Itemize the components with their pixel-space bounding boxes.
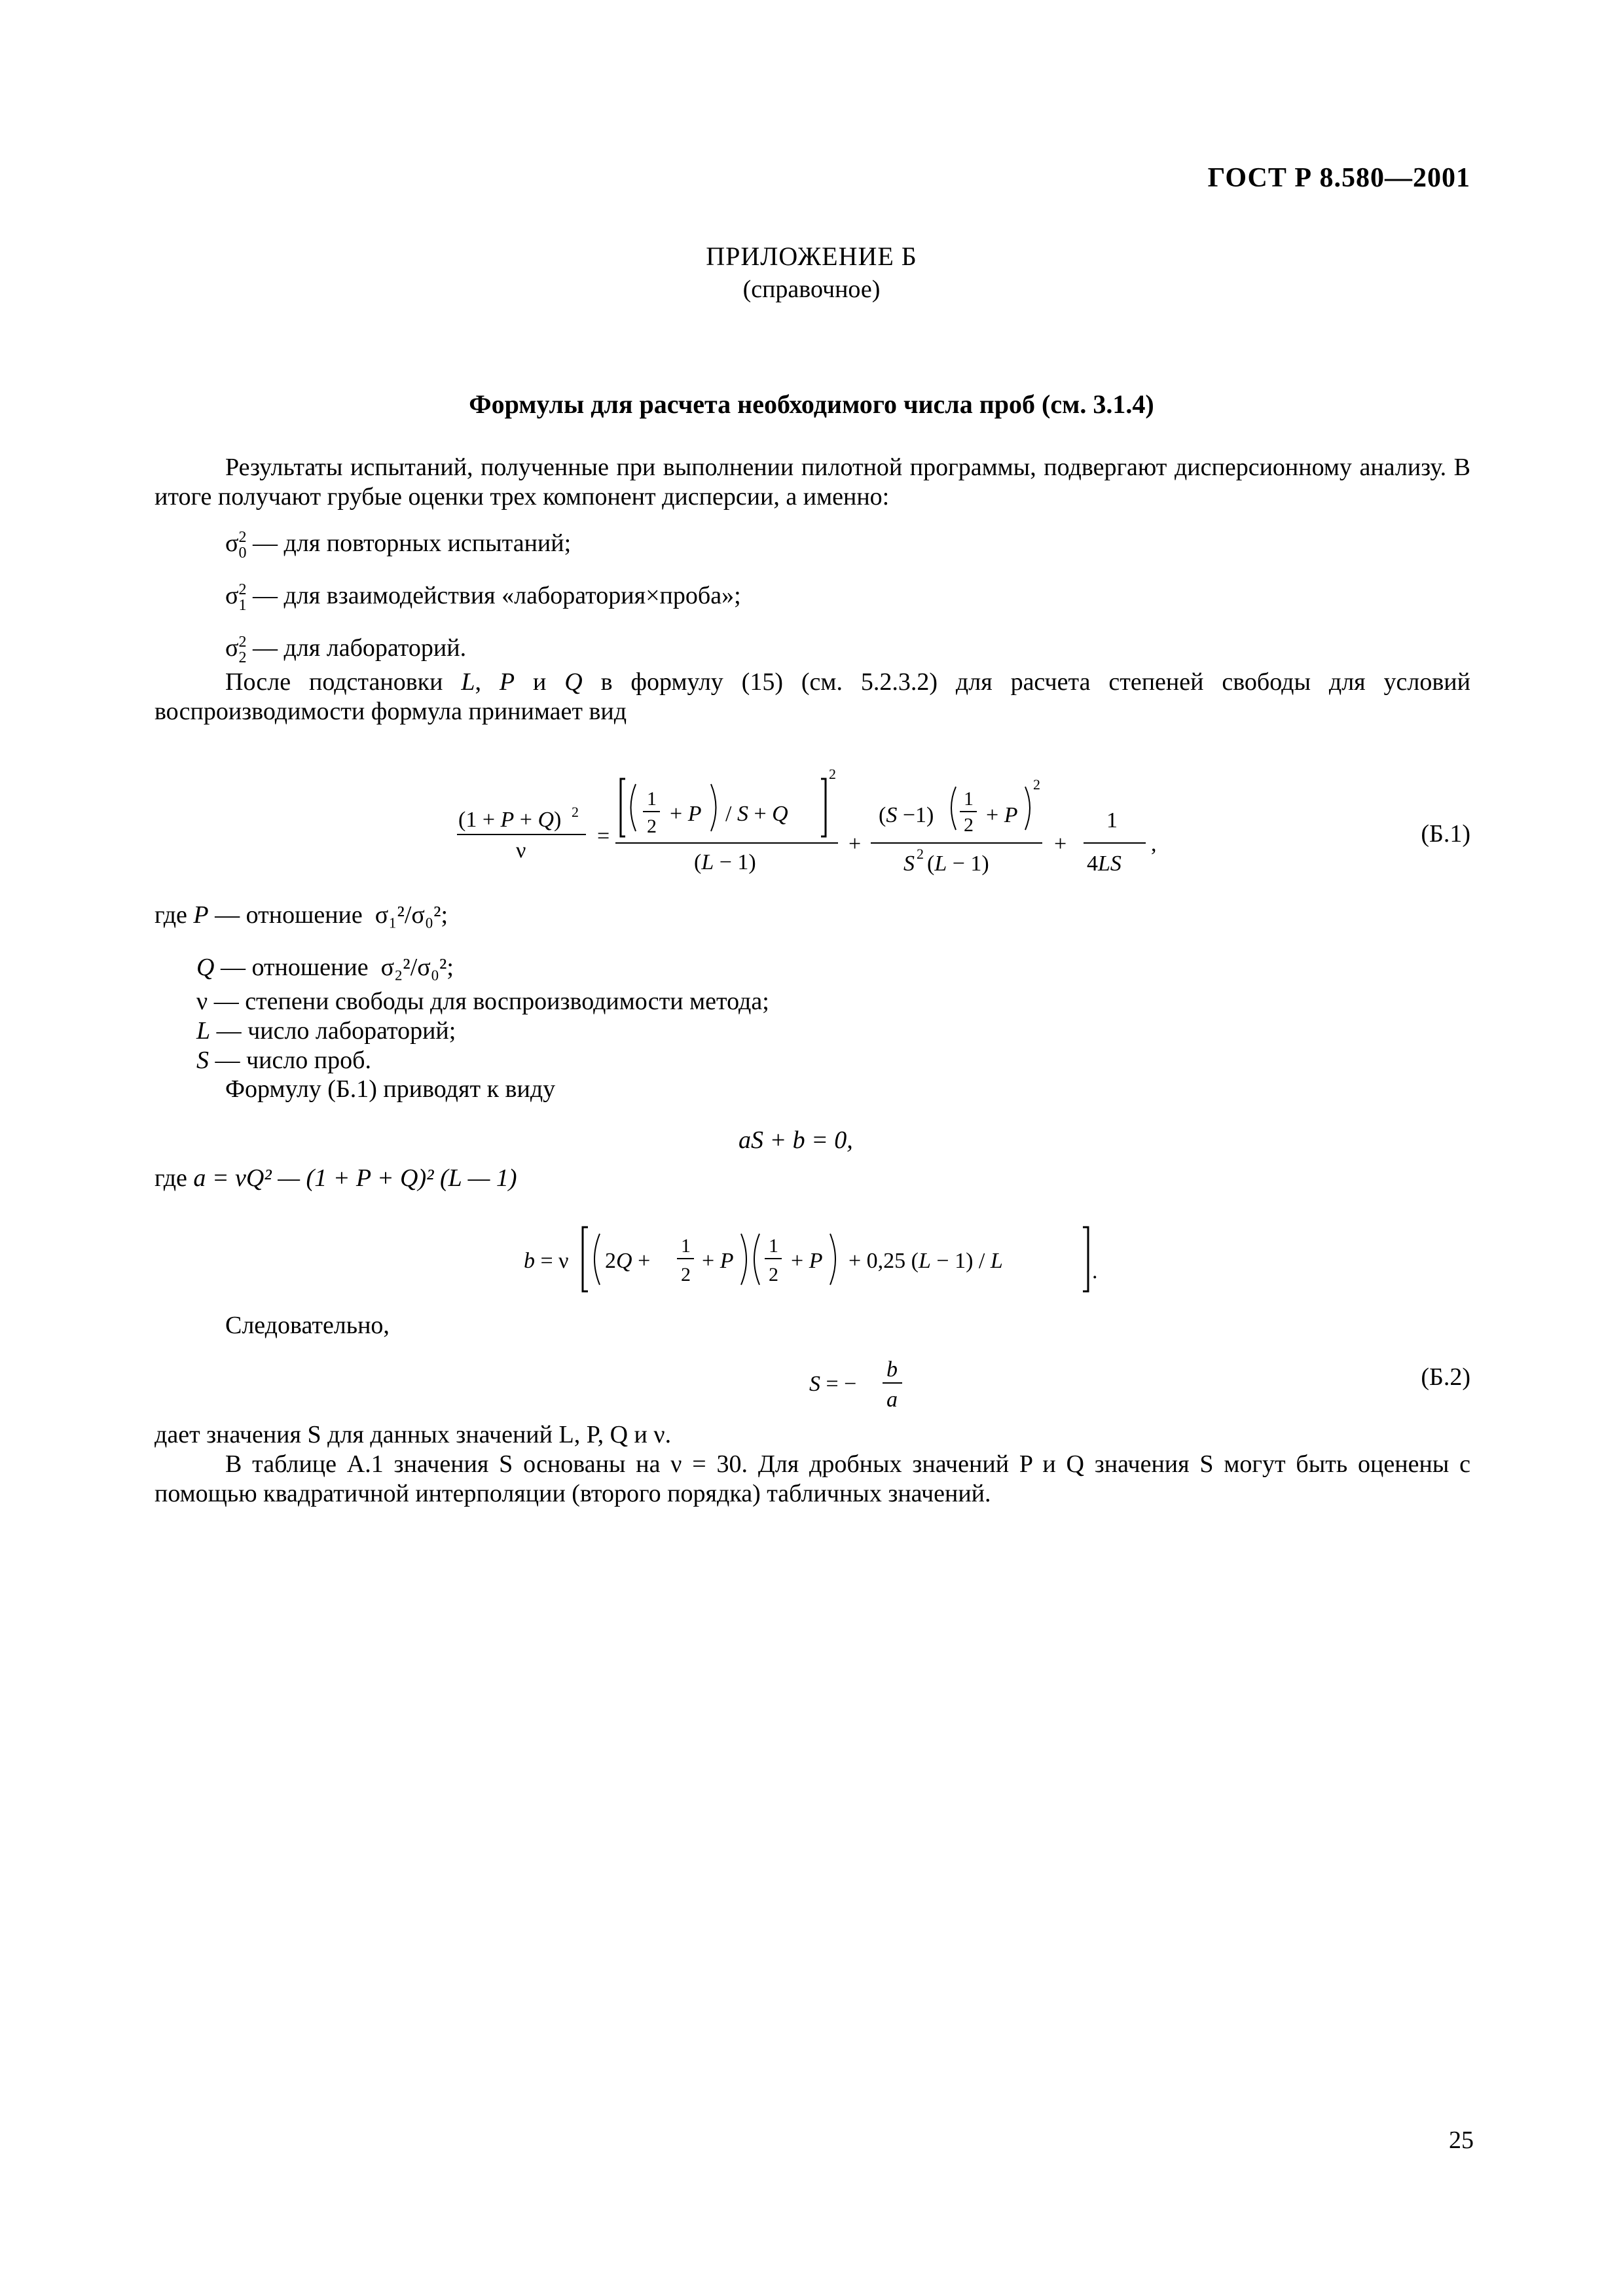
equation-b: [517, 1221, 1106, 1299]
definition-nu: ν — степени свободы для воспроизводимости метода;: [196, 988, 769, 1015]
svg-text:2: 2: [1033, 776, 1040, 793]
svg-text:b: b: [886, 1357, 898, 1382]
svg-text:+ P: + P: [986, 803, 1018, 827]
equation-b-graphic: [517, 1221, 1106, 1299]
equation-b1-graphic: [452, 759, 1211, 884]
paragraph-values: дает значения S для данных значений L, P, Q и ν.: [155, 1421, 672, 1448]
standard-number: ГОСТ Р 8.580—2001: [1207, 163, 1470, 193]
svg-text:.: .: [1092, 1259, 1098, 1283]
svg-text:2: 2: [681, 1264, 691, 1285]
paragraph-reduce: Формулу (Б.1) приводят к виду: [225, 1075, 556, 1103]
svg-text:,: ,: [1151, 832, 1157, 856]
definition-l: L — число лабораторий;: [196, 1017, 456, 1045]
svg-text:=: =: [597, 824, 610, 848]
definition-p: где P — отношение σ₁²/σ₀²;: [155, 901, 448, 929]
svg-text:1: 1: [1106, 808, 1118, 833]
definition-a: где a = νQ² — (1 + P + Q)² (L — 1): [155, 1164, 517, 1192]
svg-text:2Q +: 2Q +: [605, 1249, 651, 1273]
svg-text:/ S + Q: / S + Q: [725, 802, 788, 826]
svg-text:2: 2: [769, 1264, 778, 1285]
list-item: σ 2 1 — для взаимодействия «лаборатория×проба»;: [225, 581, 741, 615]
svg-text:S: S: [903, 852, 915, 876]
paragraph-substitution: После подстановки L, P и Q в формулу (15) (см. 5.2.3.2) для расчета степеней свободы для условий воспроизводимости формула принимает вид: [155, 668, 1470, 725]
list-item: σ 2 2 — для лабораторий.: [225, 634, 467, 667]
paragraph-intro: Результаты испытаний, полученные при выполнении пилотной программы, подвергают дисперсионному анализу. В итоге получают грубые оценки трех компонент дисперсии, а именно:: [155, 454, 1470, 511]
svg-text:+: +: [1054, 832, 1067, 856]
svg-text:1: 1: [964, 788, 974, 810]
svg-text:+ P: + P: [670, 802, 702, 826]
svg-text:1: 1: [769, 1235, 778, 1257]
equation-b1: [452, 759, 1211, 884]
svg-text:2: 2: [964, 814, 974, 836]
svg-text:1: 1: [681, 1235, 691, 1257]
svg-text:4LS: 4LS: [1087, 852, 1122, 876]
svg-text:+ 0,25 (L − 1) / L: + 0,25 (L − 1) / L: [848, 1249, 1003, 1273]
svg-text:+: +: [848, 832, 862, 856]
svg-text:(L − 1): (L − 1): [694, 850, 756, 874]
equation-linear: aS + b = 0,: [739, 1126, 853, 1154]
svg-text:(S −1): (S −1): [879, 803, 934, 827]
definition-s: S — число проб.: [196, 1047, 371, 1074]
appendix-subtitle: (справочное): [742, 276, 881, 303]
svg-text:2: 2: [647, 816, 657, 837]
equation-b2-graphic: [805, 1345, 936, 1417]
list-item: σ 2 0 — для повторных испытаний;: [225, 529, 572, 562]
paragraph-therefore: Следовательно,: [225, 1312, 390, 1339]
svg-text:ν: ν: [516, 838, 526, 863]
equation-number-b1: (Б.1): [1421, 820, 1470, 848]
svg-text:1: 1: [647, 788, 657, 810]
svg-text:S = −: S = −: [809, 1372, 857, 1396]
page-number: 25: [1449, 2126, 1474, 2154]
equation-b2: [805, 1345, 936, 1417]
svg-text:a: a: [886, 1388, 898, 1412]
section-heading: Формулы для расчета необходимого числа проб (см. 3.1.4): [469, 389, 1154, 419]
svg-text:2: 2: [829, 766, 836, 782]
appendix-title: ПРИЛОЖЕНИЕ Б: [706, 242, 917, 271]
equation-number-b2: (Б.2): [1421, 1363, 1470, 1391]
svg-text:(L − 1): (L − 1): [927, 852, 989, 876]
svg-text:+ P: + P: [791, 1249, 823, 1273]
definition-q: Q — отношение σ₂²/σ₀²;: [196, 954, 454, 981]
svg-text:b = ν: b = ν: [524, 1249, 569, 1273]
paragraph-table: В таблице А.1 значения S основаны на ν = 30. Для дробных значений P и Q значения S могут быть оценены с помощью квадратичной интерполяции (второго порядка) табличных значений.: [155, 1450, 1470, 1507]
svg-text:(1 + P + Q): (1 + P + Q): [458, 808, 562, 832]
svg-text:2: 2: [917, 846, 924, 862]
svg-text:2: 2: [572, 804, 579, 820]
svg-text:+ P: + P: [702, 1249, 734, 1273]
